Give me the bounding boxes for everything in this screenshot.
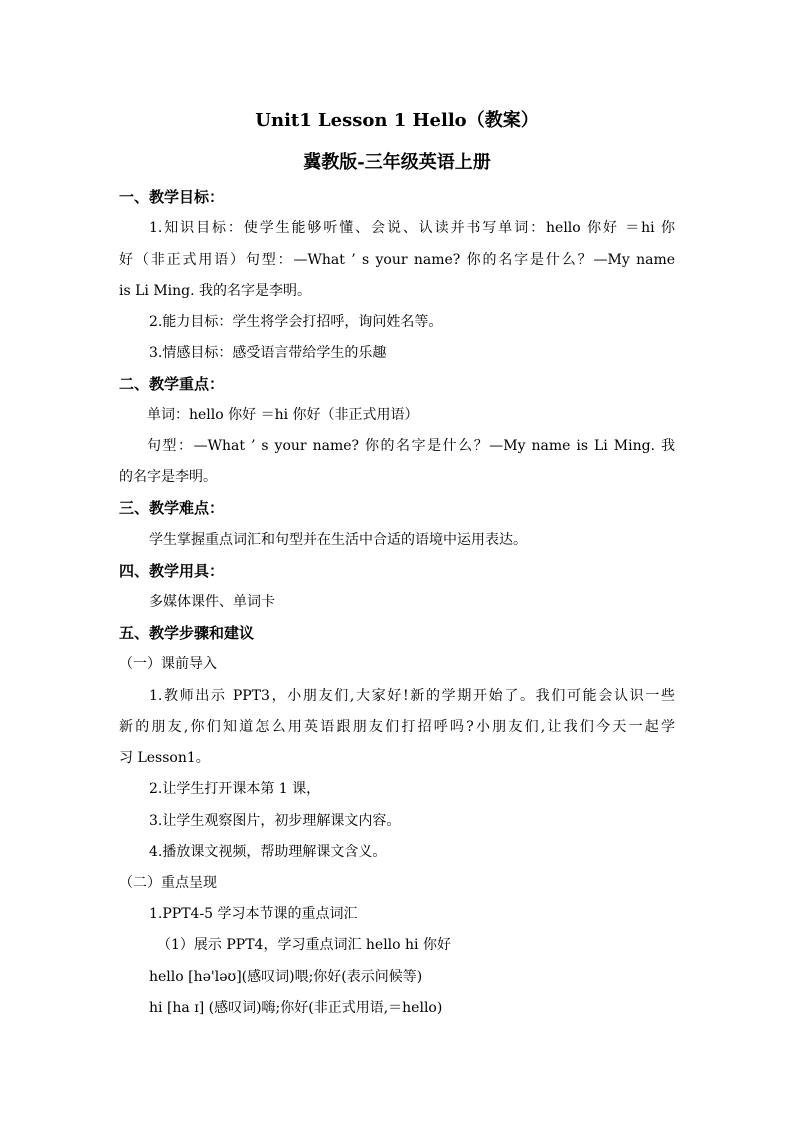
- paragraph-line: 多媒体课件、单词卡: [149, 594, 275, 610]
- paragraph-line: 1.PPT4-5 学习本节课的重点词汇: [149, 906, 358, 922]
- paragraph-line: 3.让学生观察图片，初步理解课文内容。: [149, 813, 401, 829]
- paragraph-line: hello [hə'ləʊ](感叹词)喂;你好(表示问候等): [149, 969, 423, 985]
- paragraph-line: 3.情感目标：感受语言带给学生的乐趣: [149, 345, 387, 361]
- paragraph-line: 习 Lesson1。: [119, 750, 210, 766]
- paragraph-line: 1.教师出示 PPT3，小朋友们,大家好!新的学期开始了。我们可能会认识一些: [149, 688, 675, 704]
- document-title: Unit1 Lesson 1 Hello（教案）: [255, 110, 539, 131]
- paragraph-line: is Li Ming. 我的名字是李明。: [119, 283, 312, 299]
- paragraph-line: 的名字是李明。: [119, 469, 217, 485]
- paragraph-line: 新的朋友,你们知道怎么用英语跟朋友们打招呼吗?小朋友们,让我们今天一起学: [119, 719, 675, 735]
- subsection-heading: （二）重点呈现: [119, 875, 217, 891]
- section-heading-difficulties: 三、教学难点：: [119, 499, 225, 517]
- paragraph-line: 好（非正式用语）句型：—What ’ s your name? 你的名字是什么？—My name: [119, 252, 675, 268]
- paragraph-line: 2.能力目标：学生将学会打招呼，询问姓名等。: [149, 314, 443, 330]
- section-heading-materials: 四、教学用具：: [119, 562, 225, 580]
- section-heading-procedure: 五、教学步骤和建议: [119, 624, 255, 642]
- document-subtitle: 冀教版-三年级英语上册: [303, 152, 491, 173]
- section-heading-objectives: 一、教学目标：: [119, 188, 225, 206]
- paragraph-line: 4.播放课文视频，帮助理解课文含义。: [149, 844, 387, 860]
- paragraph-line: （1）展示 PPT4，学习重点词汇 hello hi 你好: [157, 937, 451, 953]
- section-heading-key-points: 二、教学重点：: [119, 375, 225, 393]
- paragraph-line: hi [ha ɪ] (感叹词)嗨;你好(非正式用语,＝hello): [149, 1000, 443, 1016]
- paragraph-line: 学生掌握重点词汇和句型并在生活中合适的语境中运用表达。: [149, 532, 527, 548]
- subsection-heading: （一）课前导入: [119, 656, 217, 672]
- paragraph-line: 句型：—What ’ s your name? 你的名字是什么？—My name is Li Ming. 我: [147, 438, 675, 454]
- paragraph-line: 2.让学生打开课本第 1 课，: [149, 781, 321, 797]
- paragraph-line: 单词：hello 你好 ＝hi 你好（非正式用语）: [147, 407, 419, 423]
- paragraph-line: 1.知识目标：使学生能够听懂、会说、认读并书写单词：hello 你好 ＝hi 你: [149, 220, 675, 236]
